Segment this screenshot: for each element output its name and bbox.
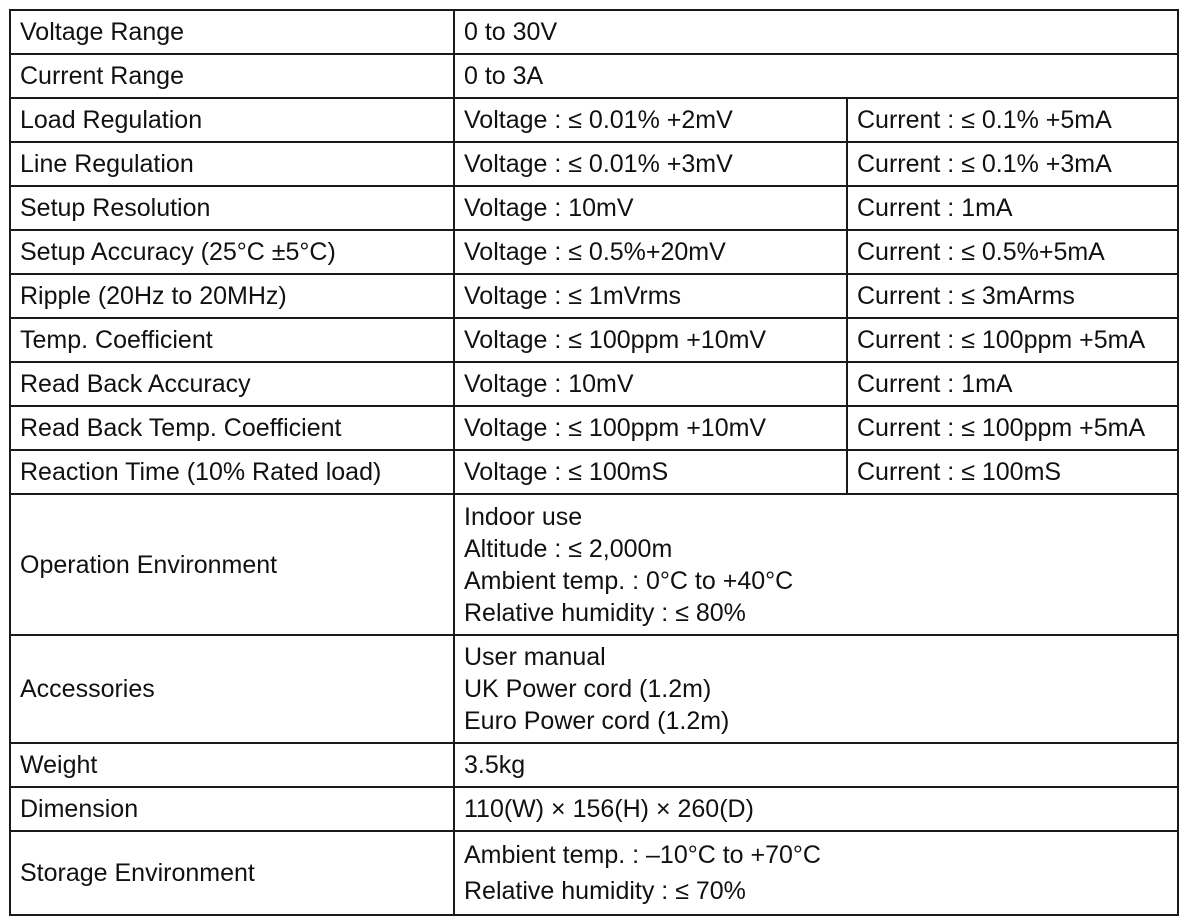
spec-voltage-value: Voltage : ≤ 0.01% +3mV <box>454 142 847 186</box>
spec-row-current-range <box>10 54 1178 98</box>
spec-row-accessories <box>10 635 1178 743</box>
spec-row-line-regulation <box>10 142 1178 186</box>
spec-label: Dimension <box>10 787 454 831</box>
spec-value: 0 to 3A <box>454 54 1178 98</box>
spec-label: Load Regulation <box>10 98 454 142</box>
spec-current-value: Current : ≤ 0.1% +5mA <box>847 98 1178 142</box>
spec-voltage-value: Voltage : ≤ 0.01% +2mV <box>454 98 847 142</box>
spec-row-storage-environment <box>10 831 1178 915</box>
spec-label: Ripple (20Hz to 20MHz) <box>10 274 454 318</box>
spec-voltage-value: Voltage : 10mV <box>454 186 847 230</box>
spec-row-temp-coefficient <box>10 318 1178 362</box>
spec-row-setup-accuracy <box>10 230 1178 274</box>
spec-line: Euro Power cord (1.2m) <box>464 707 730 735</box>
spec-label: Accessories <box>10 635 454 743</box>
spec-line: Relative humidity : ≤ 70% <box>464 877 746 905</box>
spec-current-value: Current : ≤ 100ppm +5mA <box>847 406 1178 450</box>
spec-label: Read Back Accuracy <box>10 362 454 406</box>
spec-line: Altitude : ≤ 2,000m <box>464 534 673 563</box>
spec-current-value: Current : ≤ 3mArms <box>847 274 1178 318</box>
spec-value: 3.5kg <box>454 743 1178 787</box>
spec-line: User manual <box>464 643 606 671</box>
spec-label: Weight <box>10 743 454 787</box>
spec-current-value: Current : ≤ 0.5%+5mA <box>847 230 1178 274</box>
spec-line: Ambient temp. : 0°C to +40°C <box>464 566 794 595</box>
spec-label: Storage Environment <box>10 831 454 915</box>
spec-row-load-regulation <box>10 98 1178 142</box>
spec-current-value: Current : 1mA <box>847 186 1178 230</box>
spec-current-value: Current : ≤ 100mS <box>847 450 1178 494</box>
spec-row-weight <box>10 743 1178 787</box>
spec-current-value: Current : 1mA <box>847 362 1178 406</box>
spec-line: UK Power cord (1.2m) <box>464 675 712 703</box>
spec-label: Setup Accuracy (25°C ±5°C) <box>10 230 454 274</box>
spec-label: Current Range <box>10 54 454 98</box>
spec-multiline-value <box>454 635 1178 743</box>
spec-current-value: Current : ≤ 100ppm +5mA <box>847 318 1178 362</box>
spec-label: Read Back Temp. Coefficient <box>10 406 454 450</box>
spec-row-setup-resolution <box>10 186 1178 230</box>
spec-voltage-value: Voltage : ≤ 100ppm +10mV <box>454 406 847 450</box>
spec-row-reaction-time <box>10 450 1178 494</box>
spec-voltage-value: Voltage : 10mV <box>454 362 847 406</box>
spec-voltage-value: Voltage : ≤ 100mS <box>454 450 847 494</box>
spec-row-voltage-range <box>10 10 1178 54</box>
spec-line: Indoor use <box>464 502 583 531</box>
spec-row-operation-environment <box>10 494 1178 635</box>
spec-value: 0 to 30V <box>454 10 1178 54</box>
spec-row-read-back-temp-coefficient <box>10 406 1178 450</box>
spec-multiline-value <box>454 831 1178 915</box>
spec-multiline-value <box>454 494 1178 635</box>
spec-row-read-back-accuracy <box>10 362 1178 406</box>
spec-line: Relative humidity : ≤ 80% <box>464 598 746 627</box>
spec-label: Temp. Coefficient <box>10 318 454 362</box>
spec-row-ripple <box>10 274 1178 318</box>
spec-label: Line Regulation <box>10 142 454 186</box>
spec-value: 110(W) × 156(H) × 260(D) <box>454 787 1178 831</box>
spec-label: Voltage Range <box>10 10 454 54</box>
spec-voltage-value: Voltage : ≤ 100ppm +10mV <box>454 318 847 362</box>
spec-row-dimension <box>10 787 1178 831</box>
spec-label: Reaction Time (10% Rated load) <box>10 450 454 494</box>
spec-current-value: Current : ≤ 0.1% +3mA <box>847 142 1178 186</box>
specifications-table <box>9 9 1179 916</box>
spec-line: Ambient temp. : –10°C to +70°C <box>464 841 821 869</box>
spec-label: Operation Environment <box>10 494 454 635</box>
spec-voltage-value: Voltage : ≤ 0.5%+20mV <box>454 230 847 274</box>
spec-label: Setup Resolution <box>10 186 454 230</box>
spec-voltage-value: Voltage : ≤ 1mVrms <box>454 274 847 318</box>
